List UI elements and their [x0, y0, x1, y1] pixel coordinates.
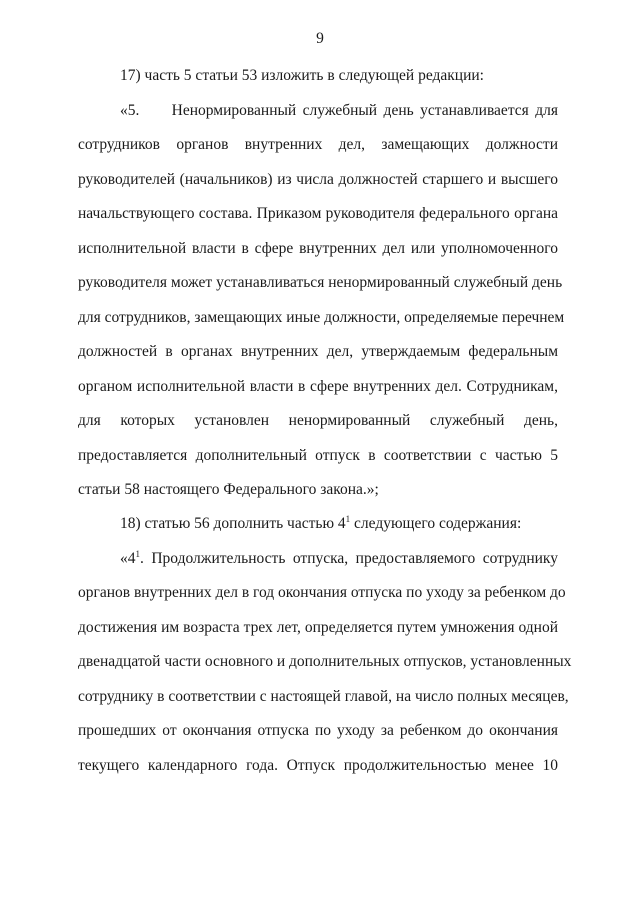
text-line: исполнительной власти в сфере внутренних дел или уполномоченного [78, 239, 558, 257]
item-18-heading-before: 18) статью 56 дополнить частью 4 [120, 515, 346, 532]
text-line: должностей в органах внутренних дел, утверждаемым федеральным [78, 343, 558, 360]
text-line: прошедших от окончания отпуска по уходу за ребенком до окончания [78, 722, 558, 739]
text-line: предоставляется дополнительный отпуск в соответствии с частью 5 [78, 446, 558, 464]
text-line: достижения им возраста трех лет, определяется путем умножения одной [78, 618, 558, 636]
text-line: начальствующего состава. Приказом руководителя федерального органа [78, 205, 558, 222]
item-18-heading [78, 514, 558, 549]
item-18-heading-after: следующего содержания: [350, 515, 522, 532]
text-line: руководителей (начальников) из числа должностей старшего и высшего [78, 170, 558, 188]
text-line: руководителя может устанавливаться ненормированный служебный день [78, 274, 563, 291]
text-line: органом исполнительной власти в сфере внутренних дел. Сотрудникам, [78, 377, 558, 395]
superscript: 1 [135, 548, 140, 559]
text-line [78, 549, 558, 584]
page-number: 9 [316, 30, 324, 47]
text-line: двенадцатой части основного и дополнительных отпусков, установленных [78, 653, 572, 670]
part-number-prefix: «4 [120, 549, 136, 567]
text-line: статьи 58 настоящего Федерального закона.»; [78, 481, 379, 498]
text-line: для сотрудников, замещающих иные должности, определяемые перечнем [78, 308, 565, 326]
item-18-block [78, 513, 572, 790]
text-line: текущего календарного года. Отпуск продолжительностью менее 10 [78, 756, 558, 774]
text-line: сотрудников органов внутренних дел, замещающих должности [78, 136, 558, 153]
text-line: «5. Ненормированный служебный день устанавливается для [120, 101, 558, 119]
text-line: для которых установлен ненормированный служебный день, [78, 412, 558, 429]
text-line: сотруднику в соответствии с настоящей главой, на число полных месяцев, [78, 687, 569, 705]
item-17-heading: 17) часть 5 статьи 53 изложить в следующей редакции: [120, 67, 484, 84]
superscript: 1 [345, 513, 351, 524]
item-17-block [78, 66, 565, 515]
text-line: органов внутренних дел в год окончания отпуска по уходу за ребенком до [78, 584, 566, 601]
first-line-rest: . Продолжительность отпуска, предоставляемого сотруднику [140, 549, 558, 567]
